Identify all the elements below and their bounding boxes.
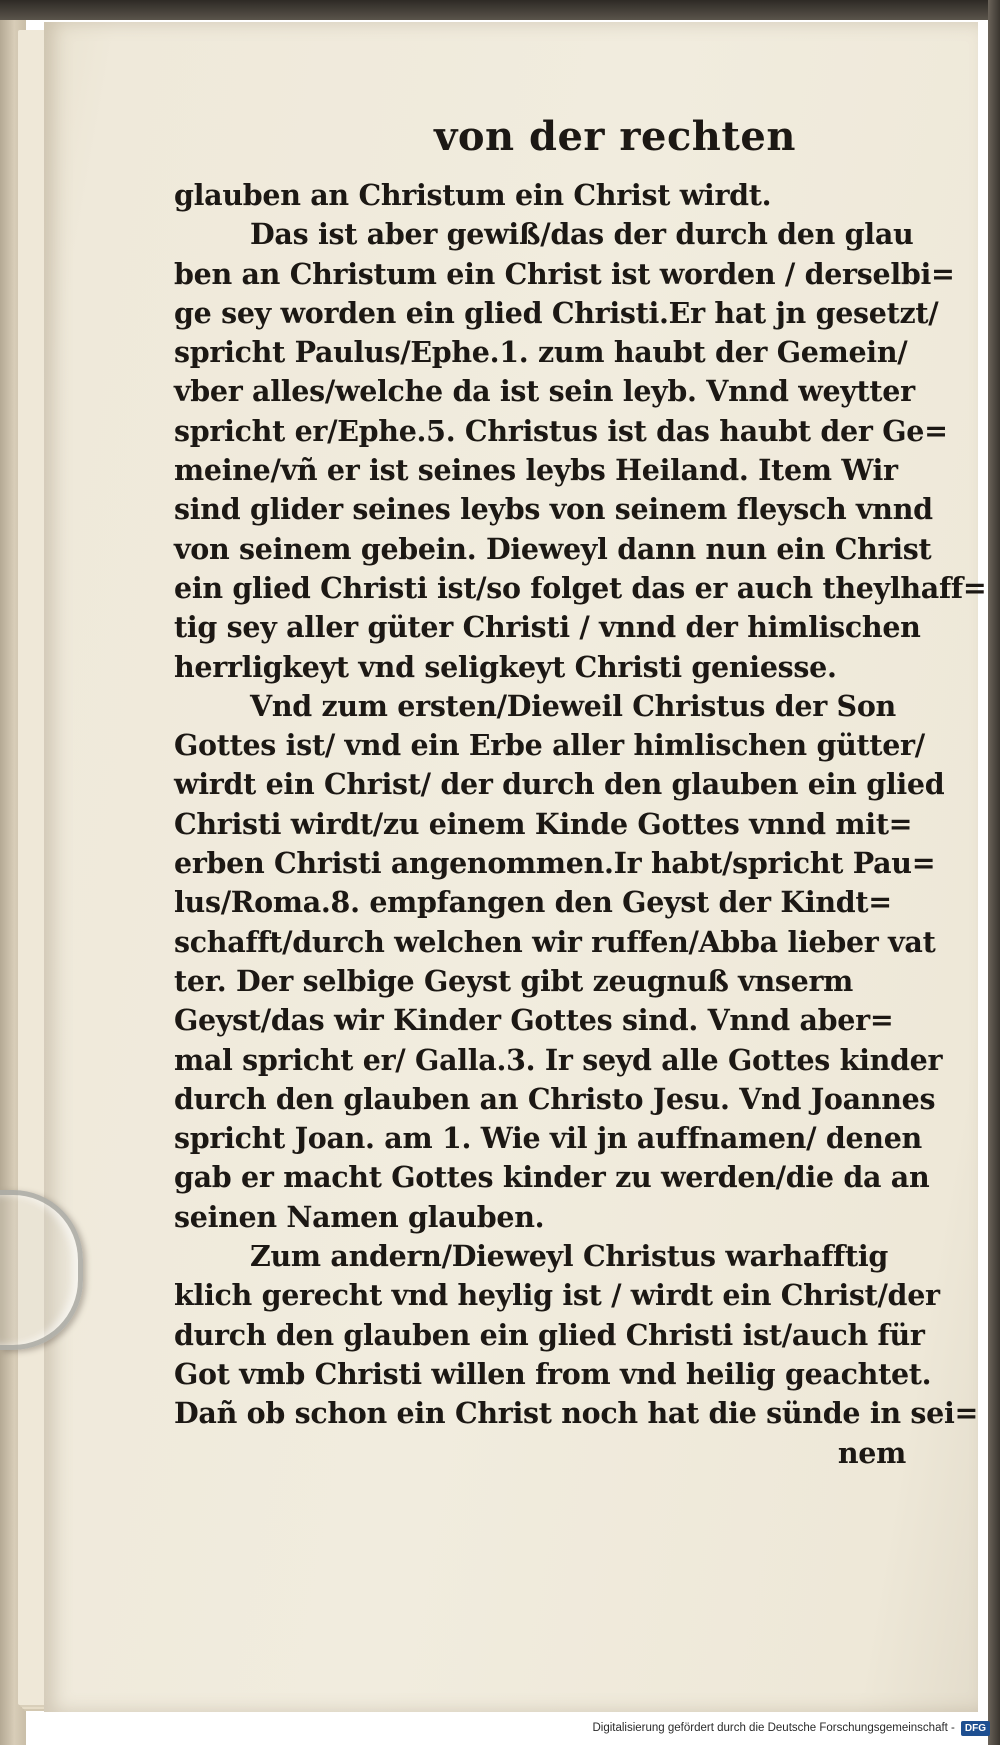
text-line: ein glied Christi ist/so folget das er auch theylhaff= <box>174 570 987 605</box>
text-line: von seinem gebein. Dieweyl dann nun ein Christ <box>174 531 932 566</box>
credit-text: Digitalisierung gefördert durch die Deutsche Forschungsgemeinschaft - <box>592 1722 955 1734</box>
text-line: spricht Joan. am 1. Wie vil jn auffnamen/ denen <box>174 1121 922 1156</box>
text-line: schafft/durch welchen wir ruffen/Abba lieber vat <box>174 924 936 959</box>
text-line: spricht er/Ephe.5. Christus ist das haubt der Ge= <box>174 413 948 448</box>
running-head: von der rechten <box>434 113 796 160</box>
text-line: gab er macht Gottes kinder zu werden/die da an <box>174 1160 930 1195</box>
text-line: durch den glauben an Christo Jesu. Vnd Joannes <box>174 1081 936 1116</box>
digitization-credit <box>592 1717 990 1739</box>
text-line: Gottes ist/ vnd ein Erbe aller himlischen gütter/ <box>174 728 925 763</box>
text-line: mal spricht er/ Galla.3. Ir seyd alle Gottes kinder <box>174 1042 943 1077</box>
text-line: meine/vñ er ist seines leybs Heiland. Item Wir <box>174 453 898 488</box>
text-line: Geyst/das wir Kinder Gottes sind. Vnnd aber= <box>174 1003 894 1038</box>
text-line: Zum andern/Dieweyl Christus warhafftig <box>250 1239 889 1274</box>
text-line: erben Christi angenommen.Ir habt/spricht Pau= <box>174 846 936 881</box>
text-line: spricht Paulus/Ephe.1. zum haubt der Gemein/ <box>174 335 908 370</box>
text-line: durch den glauben ein glied Christi ist/auch für <box>174 1317 925 1352</box>
text-line: seinen Namen glauben. <box>174 1199 545 1234</box>
text-line: tig sey aller güter Christi / vnnd der himlischen <box>174 610 921 645</box>
text-line: sind glider seines leybs von seinem fleysch vnnd <box>174 492 933 527</box>
text-line: ge sey worden ein glied Christi.Er hat jn gesetzt/ <box>174 295 939 330</box>
text-line: ter. Der selbige Geyst gibt zeugnuß vnserm <box>174 963 854 998</box>
text-line: ben an Christum ein Christ ist worden / derselbi= <box>174 256 955 291</box>
text-line: Got vmb Christi willen from vnd heilig geachtet. <box>174 1356 932 1391</box>
text-line: Vnd zum ersten/Dieweil Christus der Son <box>250 688 896 723</box>
text-line: wirdt ein Christ/ der durch den glauben ein glied <box>174 767 945 802</box>
page-text-block <box>174 112 987 1473</box>
catchword: nem <box>837 1435 906 1470</box>
scanner-background-top <box>0 0 1000 20</box>
text-line: glauben an Christum ein Christ wirdt. <box>174 178 772 212</box>
text-line: vber alles/welche da ist sein leyb. Vnnd weytter <box>174 374 915 409</box>
text-lines <box>174 176 987 1434</box>
text-line: lus/Roma.8. empfangen den Geyst der Kindt= <box>174 885 892 920</box>
dfg-logo: DFG <box>961 1721 990 1736</box>
text-line: Das ist aber gewiß/das der durch den glau <box>250 217 914 252</box>
text-line: Dañ ob schon ein Christ noch hat die sünde in sei= <box>174 1396 979 1431</box>
scanner-background-right <box>988 0 1000 1745</box>
text-line: klich gerecht vnd heylig ist / wirdt ein Christ/der <box>174 1278 940 1313</box>
text-line: herrligkeyt vnd seligkeyt Christi geniesse. <box>174 649 837 684</box>
text-line: Christi wirdt/zu einem Kinde Gottes vnnd mit= <box>174 806 913 841</box>
